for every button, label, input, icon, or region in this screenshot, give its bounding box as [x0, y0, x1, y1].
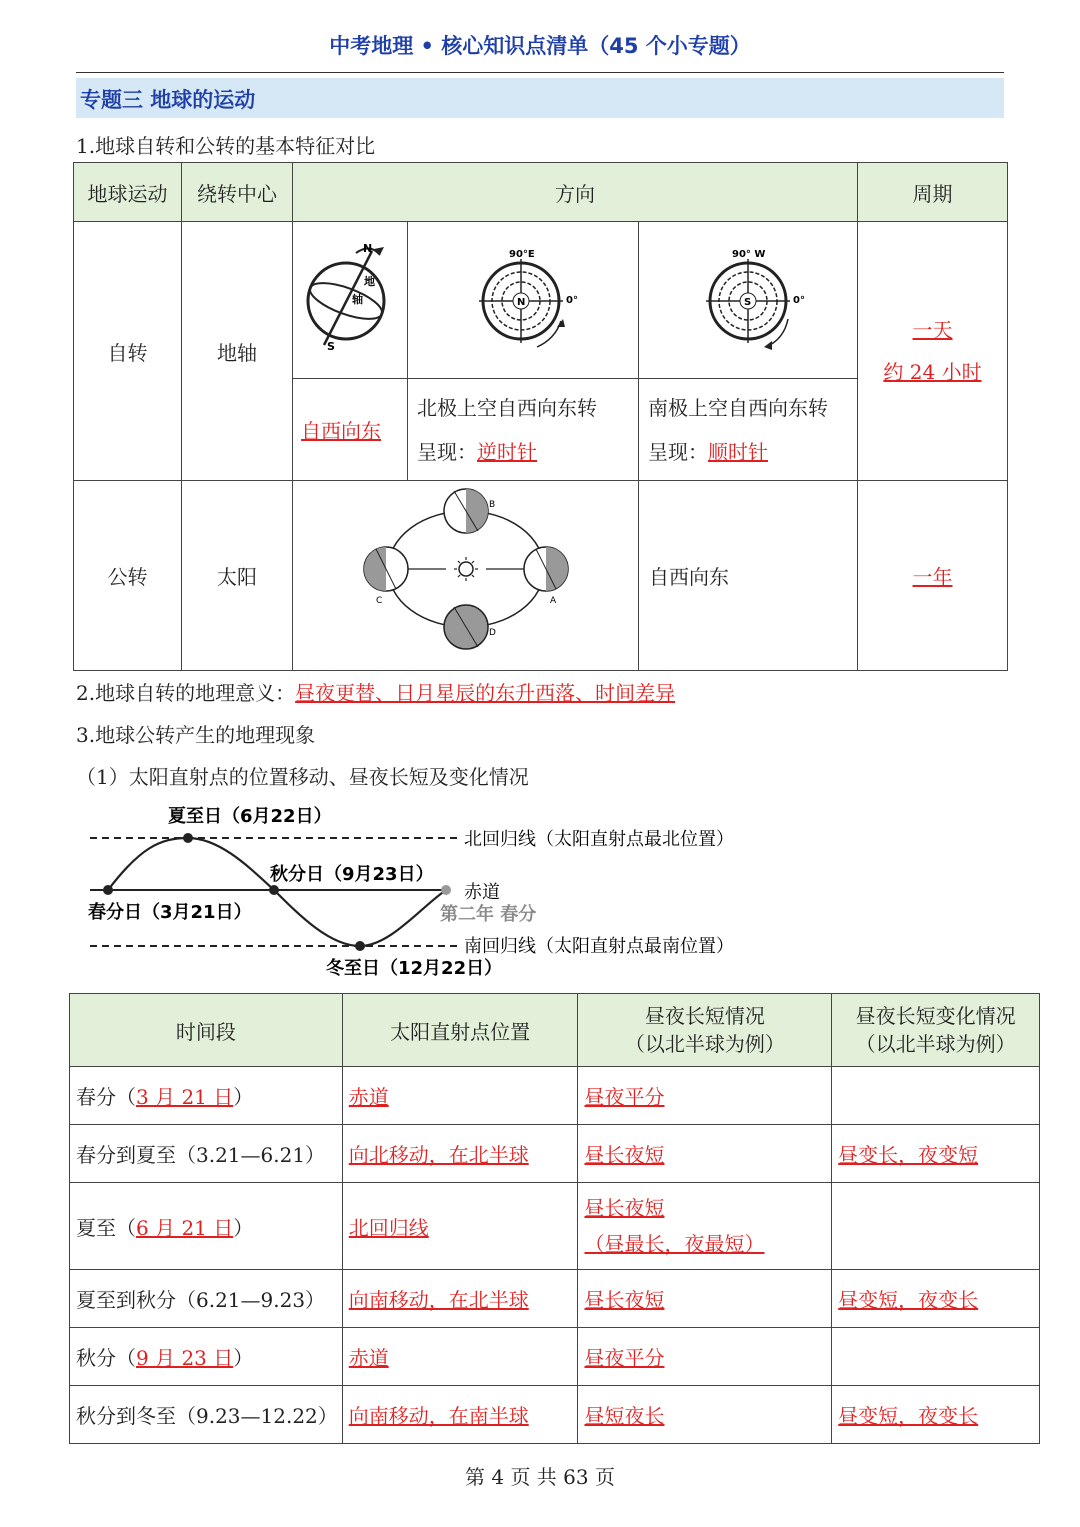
row-daylength: 昼夜平分 [584, 1346, 665, 1370]
orbit-label-a: A [549, 596, 556, 606]
t2-header-daylength-1: 昼夜长短情况 [644, 1004, 765, 1028]
row-daylength: 昼短夜长 [584, 1404, 665, 1428]
row-daylength: 昼夜平分 [584, 1085, 665, 1109]
globe-s-label: S [327, 339, 335, 353]
south-right-label: 0° [792, 294, 805, 306]
table-row [70, 1183, 1040, 1270]
section2-line [76, 677, 675, 706]
row-daylength-note: （昼最长，夜最短） [584, 1232, 765, 1256]
t2-header-daylength [578, 994, 832, 1067]
row-period: 夏至到秋分（6.21—9.23） [76, 1288, 326, 1312]
row-position: 向北移动，在北半球 [348, 1143, 529, 1167]
row-period: 夏至（ [76, 1215, 136, 1240]
winter-point [355, 941, 365, 951]
header-center: 绕转中心 [182, 163, 293, 222]
section2-value: 昼夜更替、日月星辰的东升西落、时间差异 [295, 681, 676, 705]
spring-point [103, 885, 113, 895]
table-row [70, 1328, 1040, 1386]
label-tropic-s: 南回归线（太阳直射点最南位置） [464, 936, 734, 957]
t2-header-change-2: （以北半球为例） [855, 1032, 1016, 1056]
globe-di-label: 地 [364, 274, 375, 288]
revolution-center: 太阳 [182, 481, 293, 671]
row-change: 昼变短，夜变长 [838, 1288, 979, 1312]
polar-south-diagram [640, 223, 857, 373]
north-right-label: 0° [566, 294, 578, 306]
section3-heading: 3.地球公转产生的地理现象 [76, 723, 316, 747]
row-period-end: ） [233, 1085, 254, 1109]
north-top-label: 90°E [509, 248, 535, 260]
south-top-label: 90° W [731, 248, 765, 260]
header-direction: 方向 [293, 163, 858, 222]
row-change: 昼变长，夜变短 [838, 1143, 979, 1167]
header-motion: 地球运动 [74, 163, 182, 222]
globe-zhou-label: 轴 [352, 292, 363, 306]
polar-north-diagram [409, 223, 637, 373]
row-date: 9 月 23 日 [136, 1346, 234, 1370]
label-winter: 冬至日（12月22日） [326, 958, 503, 979]
next-spring-point [441, 885, 451, 895]
page-footer: 第 4 页 共 63 页 [465, 1465, 615, 1489]
north-view-value: 逆时针 [477, 439, 537, 464]
orbit-label-b: B [488, 500, 495, 510]
revolution-direction: 自西向东 [639, 481, 858, 671]
row-date: 3 月 21 日 [136, 1085, 234, 1109]
table-row [70, 1270, 1040, 1328]
revolution-period: 一年 [912, 565, 953, 589]
orbit-label-d: D [488, 628, 496, 638]
section2-label: 2.地球自转的地理意义： [76, 681, 296, 705]
row-period-end: ） [233, 1215, 254, 1240]
page-header-title: 中考地理 • 核心知识点清单（45 个小专题） [329, 34, 751, 58]
t2-header-period: 时间段 [70, 994, 343, 1067]
revolution-motion: 公转 [74, 481, 182, 671]
north-view-line1: 北极上空自西向东转 [417, 395, 597, 420]
row-change: 昼变短，夜变长 [838, 1404, 979, 1428]
label-next-spring: 第二年 春分 [440, 904, 537, 925]
summer-point [183, 833, 193, 843]
row-date: 6 月 21 日 [136, 1215, 234, 1240]
table-row [70, 1125, 1040, 1183]
topic-title: 专题三 地球的运动 [80, 88, 256, 112]
orbit-cell [293, 481, 639, 671]
row-position: 向南移动，在北半球 [348, 1288, 529, 1312]
t2-header-daylength-2: （以北半球为例） [624, 1032, 785, 1056]
row-daylength: 昼长夜短 [584, 1196, 665, 1220]
row-daylength: 昼长夜短 [584, 1288, 665, 1312]
rotation-period-cell [858, 222, 1008, 481]
header-rule [76, 72, 1004, 73]
south-view-value: 顺时针 [708, 439, 768, 464]
table-row [70, 1067, 1040, 1125]
earth-c [364, 547, 408, 591]
earth-d [444, 605, 488, 649]
south-view-line1: 南极上空自西向东转 [648, 395, 828, 420]
row-period: 秋分（ [76, 1346, 136, 1370]
rotation-center: 地轴 [182, 222, 293, 481]
sun-point-diagram [80, 798, 780, 986]
south-view-label: 呈现： [648, 439, 708, 464]
row-position: 赤道 [348, 1346, 389, 1370]
globe-axis-diagram [294, 223, 406, 373]
rotation-motion: 自转 [74, 222, 182, 481]
polar-south-cell [639, 222, 858, 379]
row-period: 春分（ [76, 1085, 136, 1109]
autumn-point [269, 885, 279, 895]
orbit-diagram [294, 481, 638, 665]
row-period: 秋分到冬至（9.23—12.22） [76, 1404, 338, 1428]
row-period: 春分到夏至（3.21—6.21） [76, 1143, 326, 1167]
earth-b [444, 489, 488, 533]
rotation-period-1: 一天 [912, 318, 953, 342]
row-daylength: 昼长夜短 [584, 1143, 665, 1167]
globe-axis-cell [293, 222, 408, 379]
row-position: 向南移动，在南半球 [348, 1404, 529, 1428]
row-position: 赤道 [348, 1085, 389, 1109]
header-period: 周期 [858, 163, 1008, 222]
south-view-cell [639, 379, 858, 481]
label-equator: 赤道 [464, 882, 500, 903]
south-center-label: S [743, 296, 751, 308]
rotation-direction-general: 自西向东 [301, 419, 381, 443]
earth-a [524, 547, 568, 591]
orbit-label-c: C [375, 596, 382, 606]
row-period-end: ） [233, 1346, 254, 1370]
north-view-label: 呈现： [417, 439, 477, 464]
t2-header-position: 太阳直射点位置 [342, 994, 578, 1067]
section3-subheading: （1）太阳直射点的位置移动、昼夜长短及变化情况 [76, 765, 529, 789]
label-spring: 春分日（3月21日） [88, 902, 252, 923]
label-autumn: 秋分日（9月23日） [270, 864, 434, 885]
label-tropic-n: 北回归线（太阳直射点最北位置） [464, 829, 734, 850]
motion-comparison-table [73, 162, 1008, 671]
sun-point-table [69, 993, 1040, 1444]
rotation-period-2: 约 24 小时 [883, 360, 982, 384]
label-summer: 夏至日（6月22日） [168, 806, 332, 827]
row-position: 北回归线 [348, 1215, 429, 1240]
globe-n-label: N [363, 241, 373, 255]
polar-north-cell [408, 222, 639, 379]
north-view-cell [408, 379, 639, 481]
north-center-label: N [517, 296, 526, 308]
t2-header-change [832, 994, 1040, 1067]
t2-header-change-1: 昼夜长短变化情况 [855, 1004, 1016, 1028]
section1-heading: 1.地球自转和公转的基本特征对比 [76, 134, 376, 158]
table-row [70, 1386, 1040, 1444]
